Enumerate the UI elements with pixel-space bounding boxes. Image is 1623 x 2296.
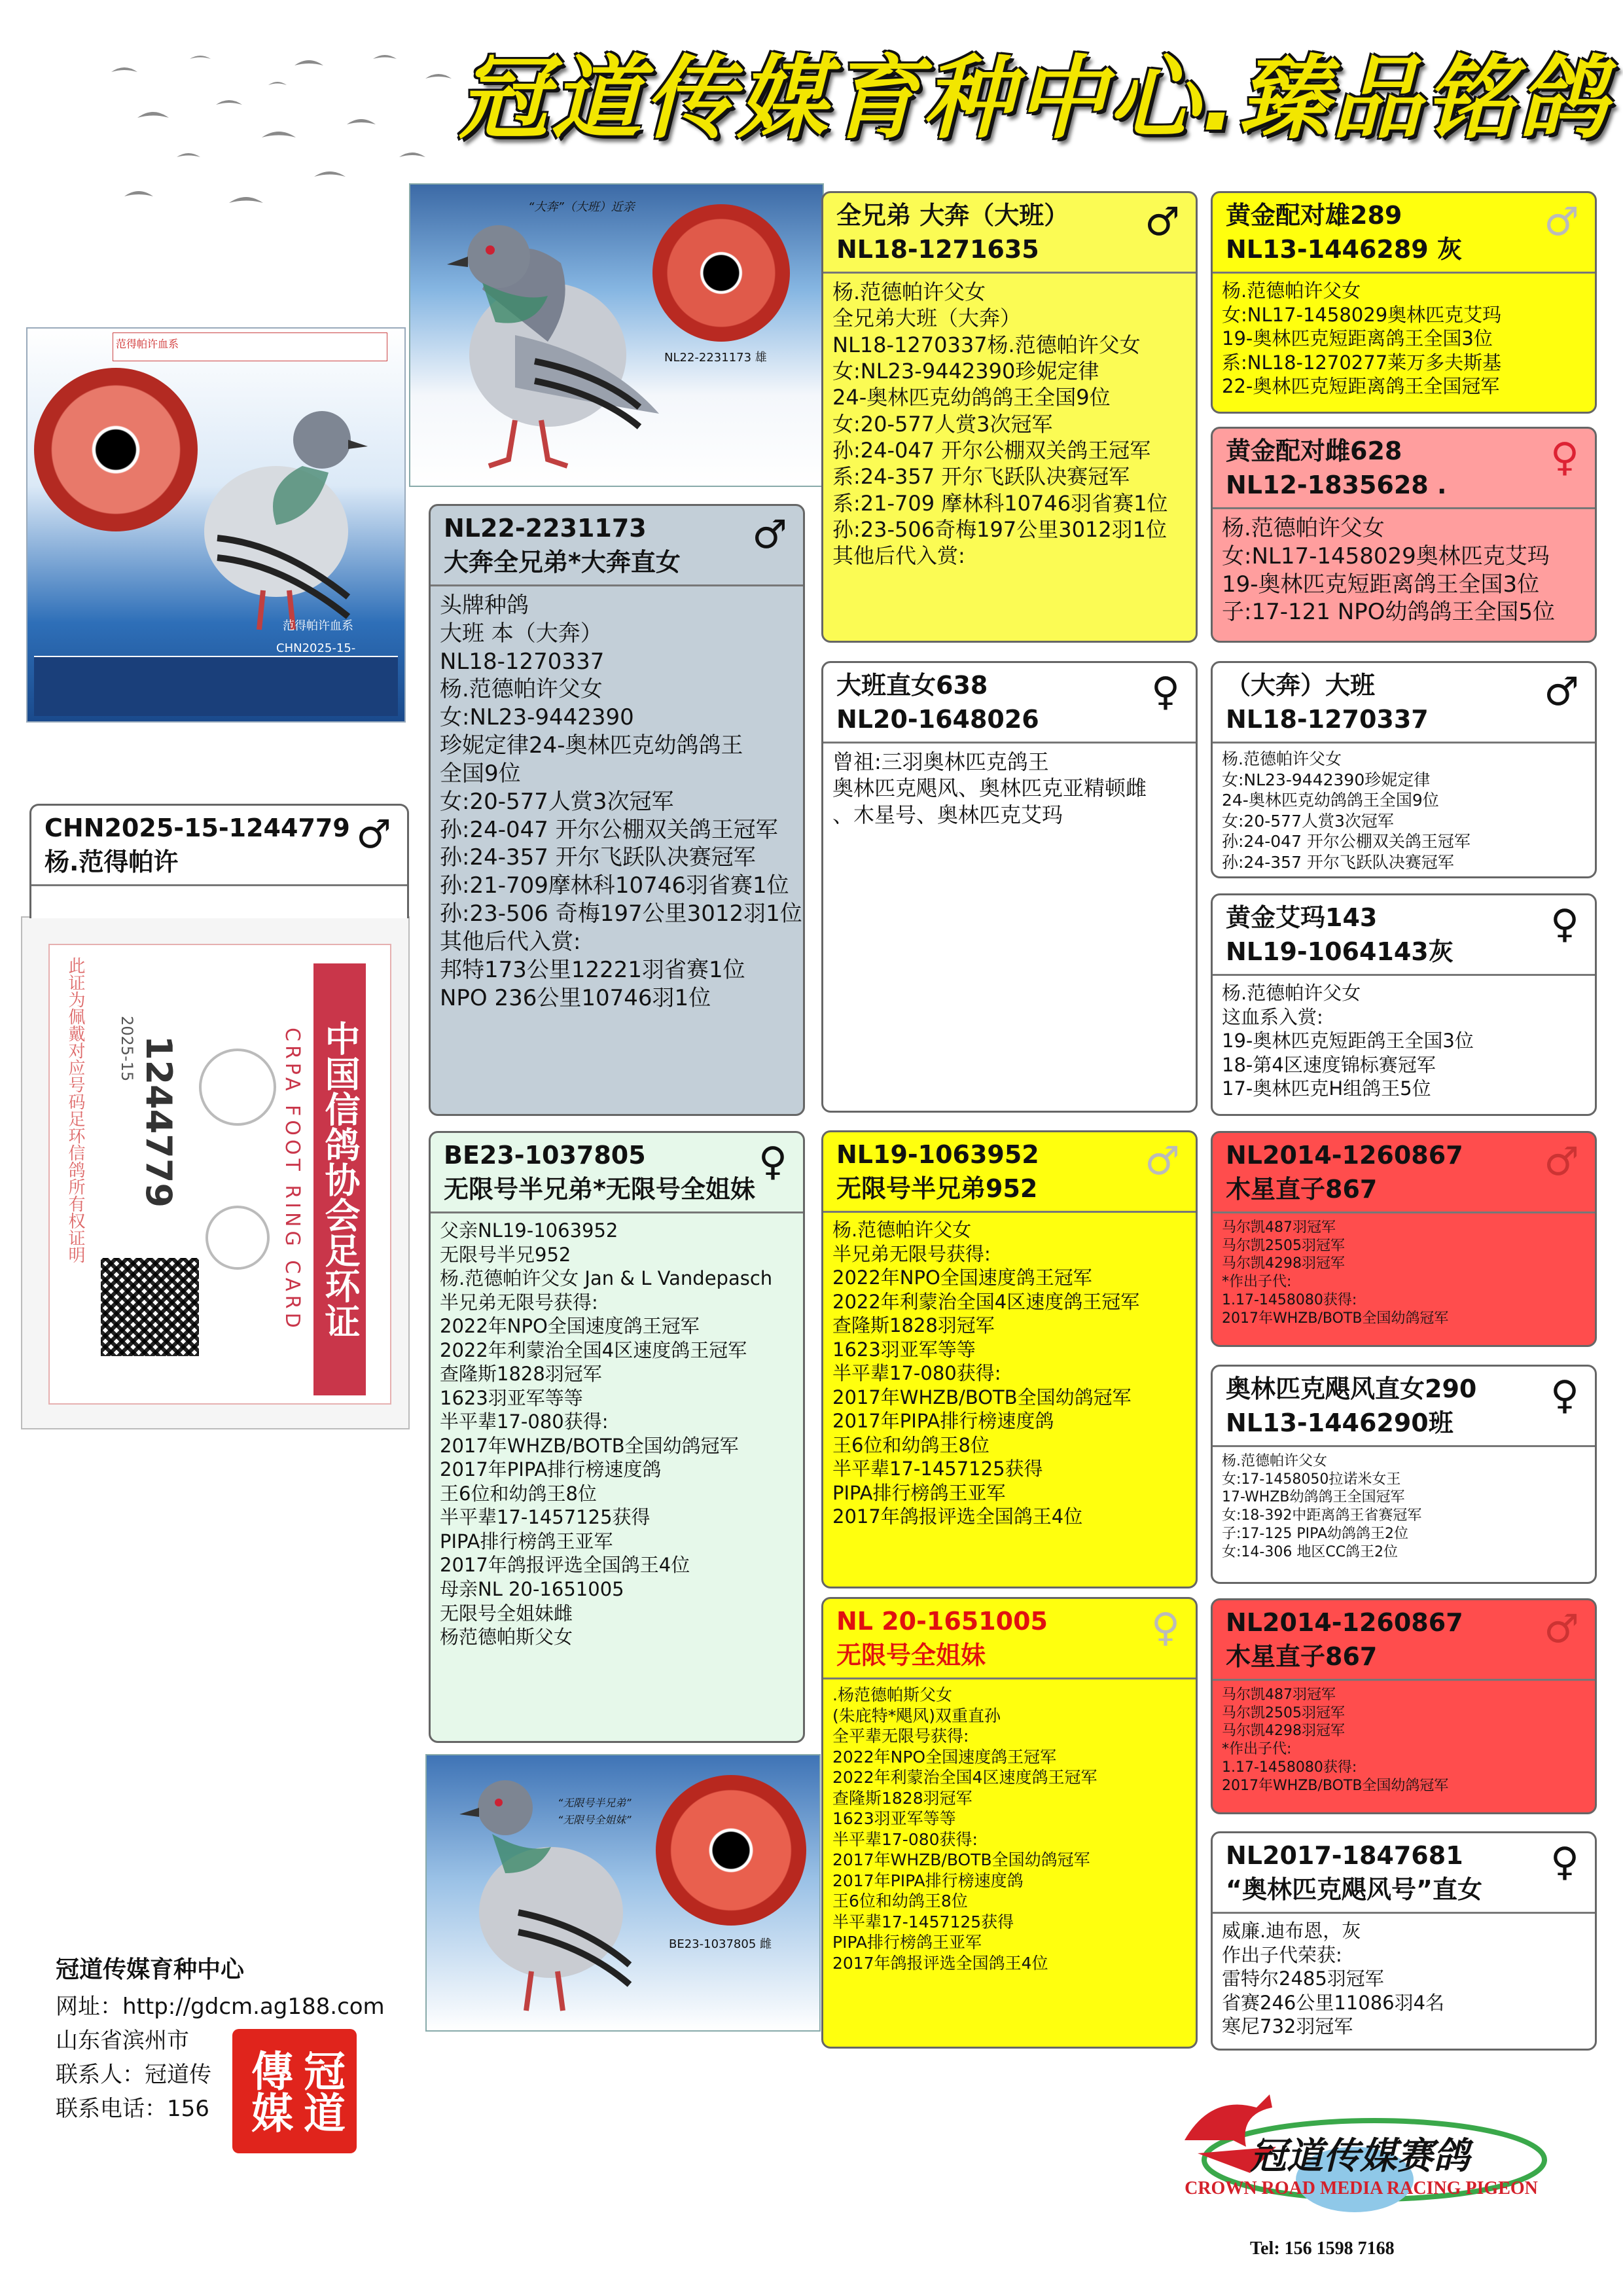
card-name: NL13-1446289 灰 [1226, 235, 1462, 264]
card-line: 头牌种鸽 [440, 592, 529, 619]
card-line: .杨范德帕斯父女 [832, 1685, 952, 1704]
card-line: 19-奥林匹克短距离鸽王全国3位 [1222, 327, 1493, 350]
card-ring: 黄金配对雄289 [1226, 201, 1402, 230]
male-icon: ♂ [1145, 1138, 1180, 1184]
card-line: 半平辈17-080获得: [832, 1829, 978, 1849]
card-line: 2017年WHZB/BOTB全国幼鸽冠军 [1222, 1310, 1449, 1327]
card-name: 木星直子867 [1226, 1175, 1378, 1204]
card-line: 2017年鸽报评选全国鸽王4位 [440, 1554, 690, 1577]
card-ring: （大奔）大班 [1226, 671, 1376, 700]
card-line: 无限号全姐妹雌 [440, 1602, 573, 1624]
card-line: 系:NL18-1270277莱万多夫斯基 [1222, 351, 1502, 374]
card-line: 其他后代入赏: [832, 543, 965, 569]
gg-card-8 [1211, 1831, 1597, 2051]
gg-card-3 [1211, 661, 1597, 878]
card-lines [823, 274, 1196, 574]
dam-sire-card [821, 1130, 1198, 1588]
logo-en: CROWN ROAD MEDIA RACING PIGEON [1185, 2178, 1538, 2198]
card-ring: 大班直女638 [836, 671, 988, 700]
card-lines [1213, 744, 1595, 878]
card-line: *作出子代: [1222, 1741, 1292, 1758]
card-name: 木星直子867 [1226, 1642, 1378, 1671]
male-icon: ♂ [752, 512, 787, 558]
photo-footer-strip [34, 656, 398, 716]
card-line: 系:21-709 摩林科10746羽省赛1位 [832, 490, 1168, 516]
contact-name: 冠道传媒育种中心 [56, 1956, 245, 1983]
card-line: 1623羽亚军等等 [440, 1386, 583, 1409]
card-line: 威廉.迪布恩，灰 [1222, 1920, 1361, 1942]
female-icon: ♀ [1151, 1605, 1180, 1651]
card-line: 2022年NPO全国速度鸽王冠军 [440, 1315, 700, 1338]
card-line: 雷特尔2485羽冠军 [1222, 1967, 1384, 1990]
card-name: 无限号全姐妹 [836, 1641, 986, 1670]
card-line: 马尔凯2505羽冠军 [1222, 1704, 1345, 1721]
card-line: 2017年WHZB/BOTB全国幼鸽冠军 [1222, 1777, 1449, 1794]
card-line: 寒尼732羽冠军 [1222, 2015, 1353, 2038]
ring-card-english: CRPA FOOT RING CARD [281, 1027, 304, 1332]
gg-card-1 [1211, 191, 1597, 414]
card-line: 作出子代荣获: [1222, 1943, 1342, 1966]
card-line: 半平辈17-080获得: [832, 1362, 1001, 1385]
card-line: 女:NL23-9442390珍妮定律 [832, 358, 1099, 384]
card-line: 女:NL17-1458029奥林匹克艾玛 [1222, 303, 1502, 326]
card-ring: BE23-1037805 [444, 1141, 646, 1170]
male-icon: ♂ [1544, 199, 1579, 245]
page-title: 冠道传媒育种中心.臻品铭鸽 [458, 46, 1611, 151]
contact-address: 山东省滨州市 [56, 2028, 189, 2054]
contact-phone: 联系电话：156 [56, 2096, 209, 2122]
subject-ring: CHN2025-15-1244779 [45, 814, 350, 842]
subject-name: 杨.范得帕许 [45, 848, 179, 876]
card-line: 马尔凯4298羽冠军 [1222, 1255, 1345, 1272]
card-line: 19-奥林匹克短距鸽王全国3位 [1222, 1030, 1474, 1052]
card-line: 18-第4区速度锦标赛冠军 [1222, 1053, 1436, 1076]
card-line: 杨.范德帕许父女 [832, 279, 986, 304]
photo-caption-line1: “无限号半兄弟” [558, 1797, 632, 1809]
card-lines [1213, 509, 1595, 632]
contact-site: 网址：http://gdcm.ag188.com [56, 1994, 385, 2020]
sire-card [429, 504, 805, 1116]
card-line: 查隆斯1828羽冠军 [832, 1788, 972, 1808]
card-line: 查隆斯1828羽冠军 [832, 1314, 995, 1337]
card-line: 孙:24-047 开尔公棚双关鸽王冠军 [440, 816, 778, 843]
card-line: 2017年WHZB/BOTB全国幼鸽冠军 [440, 1434, 739, 1457]
card-line: 女:NL17-1458029奥林匹克艾玛 [1222, 543, 1550, 569]
card-line: 杨.范德帕许父女 [1222, 1453, 1327, 1469]
card-line: NL18-1270337 [440, 648, 605, 675]
card-line: 孙:24-047 开尔公棚双关鸽王冠军 [832, 437, 1151, 463]
logo-cn: 冠道传媒赛鸽 [1250, 2135, 1470, 2178]
card-line: 女:20-577人赏3次冠军 [1222, 811, 1394, 831]
qr-code [101, 1258, 199, 1356]
subject-photo [26, 327, 406, 723]
card-name: NL13-1446290班 [1226, 1408, 1454, 1437]
card-line: 杨.范德帕许父女 [440, 676, 603, 703]
card-line: 这血系入赏: [1222, 1005, 1323, 1028]
female-icon: ♀ [1550, 1839, 1579, 1885]
sire-dam-card [821, 661, 1198, 1113]
subject-card [29, 804, 409, 918]
card-line: 杨.范德帕许父女 [1222, 515, 1385, 541]
gg-card-2 [1211, 427, 1597, 643]
card-line: 2022年利蒙治全国4区速度鸽王冠军 [440, 1338, 747, 1361]
gg-card-5 [1211, 1131, 1597, 1347]
card-line: 2022年NPO全国速度鸽王冠军 [832, 1747, 1057, 1767]
card-line: 24-奥林匹克幼鸽鸽王全国9位 [832, 385, 1111, 410]
card-name: NL18-1271635 [836, 235, 1039, 264]
card-line: 女:NL23-9442390珍妮定律 [1222, 770, 1431, 789]
strip-label: 范得帕许血系 [283, 619, 353, 633]
card-line: 半兄弟无限号获得: [832, 1242, 991, 1265]
pigeon-illustration [191, 394, 387, 643]
card-lines [1213, 1447, 1595, 1566]
card-ring: NL22-2231173 [444, 514, 647, 543]
card-name: NL19-1064143灰 [1226, 937, 1454, 966]
card-line: 17-奥林匹克H组鸽王5位 [1222, 1077, 1431, 1100]
card-line: 2022年利蒙治全国4区速度鸽王冠军 [832, 1768, 1097, 1787]
card-name: 大奔全兄弟*大奔直女 [444, 548, 681, 577]
subject-photo-top-label: 范得帕许血系 [113, 332, 387, 361]
female-icon: ♀ [1151, 669, 1180, 715]
card-line: 女:20-577人赏3次冠军 [440, 788, 674, 815]
ring-number: 1244779 [138, 1035, 179, 1208]
card-line: 女:17-1458050拉诺米女王 [1222, 1471, 1401, 1488]
card-line: 马尔凯4298羽冠军 [1222, 1723, 1345, 1740]
card-line: 马尔凯487羽冠军 [1222, 1687, 1336, 1703]
card-ring: NL2014-1260867 [1226, 1141, 1463, 1170]
ring-card-emblem [199, 1049, 276, 1126]
photo-ring-label: CHN2025-15- [276, 641, 356, 655]
card-line: 22-奥林匹克短距离鸽王全国冠军 [1222, 375, 1500, 398]
card-line: 奥林匹克飓风、奥林匹克亚精顿雌 [832, 776, 1147, 801]
card-lines [823, 744, 1196, 833]
eye-closeup [656, 1775, 806, 1926]
male-icon: ♂ [1544, 1606, 1579, 1652]
card-line: 杨.范德帕许父女 [1222, 749, 1342, 768]
card-name: NL20-1648026 [836, 705, 1039, 734]
card-line: 系:24-357 开尔飞跃队决赛冠军 [832, 464, 1130, 490]
card-line: 杨范德帕斯父女 [440, 1626, 573, 1649]
card-line: 孙:24-357 开尔飞跃队决赛冠军 [440, 844, 756, 871]
card-line: NL18-1270337杨.范德帕许父女 [832, 332, 1141, 357]
card-line: 女:NL23-9442390 [440, 704, 634, 731]
card-name: “奥林匹克飓风号”直女 [1226, 1875, 1482, 1904]
card-lines [1213, 1681, 1595, 1800]
card-line: PIPA排行榜鸽王亚军 [440, 1530, 613, 1552]
card-line: 王6位和幼鸽王8位 [832, 1433, 990, 1456]
dam-dam-card [821, 1597, 1198, 2049]
male-icon: ♂ [1544, 1139, 1579, 1185]
card-line: 、木星号、奥林匹克艾玛 [832, 802, 1063, 827]
card-line: 省赛246公里11086羽4名 [1222, 1991, 1445, 2014]
card-line: PIPA排行榜鸽王亚军 [832, 1933, 982, 1952]
female-icon: ♀ [1550, 1372, 1579, 1418]
male-icon: ♂ [1145, 199, 1180, 245]
photo-caption-label: “大奔”（大班）近亲 [528, 200, 635, 214]
card-line: *作出子代: [1222, 1274, 1292, 1291]
card-ring: NL2014-1260867 [1226, 1608, 1463, 1637]
card-line: 母亲NL 20-1651005 [440, 1577, 624, 1600]
ring-card-side-text: 此证为佩戴对应号码足环信鸽所有权证明 [65, 957, 85, 1263]
ring-card-title: 中国信鸽协会足环证 [313, 963, 366, 1395]
card-line: 半平辈17-080获得: [440, 1410, 609, 1433]
card-ring: NL19-1063952 [836, 1140, 1039, 1169]
card-line: 马尔凯2505羽冠军 [1222, 1237, 1345, 1254]
card-lines [1213, 976, 1595, 1106]
card-line: 孙:24-357 开尔飞跃队决赛冠军 [1222, 852, 1454, 872]
pigeon-illustration [437, 204, 672, 479]
card-lines [431, 1213, 803, 1655]
card-line: 全国9位 [440, 760, 521, 787]
card-line: 查隆斯1828羽冠军 [440, 1363, 602, 1386]
card-ring: 黄金艾玛143 [1226, 903, 1378, 932]
card-line: 子:17-125 PIPA幼鸽鸽王2位 [1222, 1525, 1408, 1542]
card-line: 孙:24-047 开尔公棚双关鸽王冠军 [1222, 832, 1471, 851]
card-line: 半兄弟无限号获得: [440, 1291, 598, 1314]
card-line: 杨.范德帕许父女 [832, 1219, 972, 1241]
photo-caption-line2: “无限号全姐妹” [558, 1814, 632, 1826]
photo-caption-id: NL22-2231173 雄 [664, 351, 767, 365]
card-lines [823, 1213, 1196, 1534]
brand-logo [1152, 2081, 1571, 2278]
card-line: 大班 本（大奔） [440, 620, 603, 647]
card-line: 邦特173公里12221羽省赛1位 [440, 956, 745, 983]
card-line: 半平辈17-1457125获得 [832, 1458, 1043, 1480]
female-icon: ♀ [1550, 901, 1579, 947]
card-line: 半平辈17-1457125获得 [832, 1912, 1014, 1931]
card-line: 王6位和幼鸽王8位 [440, 1482, 597, 1505]
card-line: NPO 236公里10746羽1位 [440, 984, 711, 1011]
card-line: 马尔凯487羽冠军 [1222, 1219, 1336, 1236]
card-lines [823, 1679, 1196, 1979]
card-line: 孙:23-506 奇梅197公里3012羽1位 [440, 901, 802, 927]
card-lines [1213, 274, 1595, 404]
dam-card [429, 1131, 805, 1743]
crpa-logo [205, 1206, 270, 1270]
card-line: 19-奥林匹克短距离鸽王全国3位 [1222, 571, 1540, 598]
card-line: 杨.范德帕许父女 [1222, 279, 1361, 302]
card-line: 2022年NPO全国速度鸽王冠军 [832, 1266, 1092, 1289]
dam-photo [425, 1754, 821, 2032]
card-line: 杨.范德帕许父女 [1222, 982, 1361, 1004]
card-line: 孙:23-506奇梅197公里3012羽1位 [832, 516, 1168, 542]
card-line: 1623羽亚军等等 [832, 1338, 976, 1361]
card-line: 半平辈17-1457125获得 [440, 1506, 651, 1529]
seal-stamp: 冠道傳媒 [232, 2029, 357, 2153]
card-line: 17-WHZB幼鸽鸽王全国冠军 [1222, 1489, 1405, 1506]
card-ring: 全兄弟 大奔（大班） [836, 201, 1069, 230]
card-ring: 黄金配对雌628 [1226, 437, 1402, 465]
card-line: 2017年PIPA排行榜速度鸽 [440, 1458, 662, 1481]
card-line: 女:18-392中距离鸽王省赛冠军 [1222, 1507, 1422, 1524]
card-line: 无限号半兄952 [440, 1243, 571, 1266]
card-line: 全兄弟大班（大奔） [832, 306, 1022, 331]
card-name: NL12-1835628 . [1226, 471, 1447, 499]
photo-caption-id: BE23-1037805 雌 [669, 1937, 772, 1951]
card-lines [431, 586, 803, 1017]
card-name: 无限号半兄弟*无限号全姐妹 [444, 1175, 755, 1204]
card-line: 曾祖:三羽奥林匹克鸽王 [832, 749, 1049, 774]
card-line: 珍妮定律24-奥林匹克幼鸽鸽王 [440, 732, 743, 759]
gg-card-6 [1211, 1365, 1597, 1584]
gg-card-4 [1211, 893, 1597, 1116]
female-icon: ♀ [758, 1139, 787, 1185]
card-ring: NL 20-1651005 [836, 1607, 1048, 1636]
card-line: 女:20-577人赏3次冠军 [832, 411, 1053, 437]
ring-card [21, 916, 410, 1429]
card-line: 1.17-1458080获得: [1222, 1291, 1357, 1308]
card-line: 女:14-306 地区CC鸽王2位 [1222, 1543, 1399, 1560]
male-icon: ♂ [356, 812, 391, 857]
logo-tel: Tel: 156 1598 7168 [1250, 2238, 1395, 2259]
card-line: 24-奥林匹克幼鸽鸽王全国9位 [1222, 791, 1439, 810]
gg-card-7 [1211, 1598, 1597, 1814]
sire-sire-card [821, 191, 1198, 643]
eye-closeup [34, 368, 198, 531]
card-line: 王6位和幼鸽王8位 [832, 1892, 968, 1910]
card-line: 2017年鸽报评选全国鸽王4位 [832, 1953, 1048, 1973]
eye-closeup [652, 204, 790, 342]
card-line: PIPA排行榜鸽王亚军 [832, 1481, 1006, 1504]
ring-year: 2025-15 [118, 1016, 136, 1082]
card-lines [1213, 1914, 1595, 2044]
card-line: 全平辈无限号获得: [832, 1727, 969, 1746]
card-line: (朱庇特*飓风)双重直孙 [832, 1706, 1001, 1725]
card-line: 杨.范德帕许父女 Jan & L Vandepasch [440, 1267, 773, 1290]
card-line: 2017年鸽报评选全国鸽王4位 [832, 1505, 1083, 1528]
card-line: 1623羽亚军等等 [832, 1809, 956, 1828]
sire-photo [409, 183, 824, 487]
card-line: 其他后代入赏: [440, 928, 581, 955]
card-line: 2017年WHZB/BOTB全国幼鸽冠军 [832, 1850, 1090, 1869]
card-ring: 奥林匹克飓风直女290 [1226, 1374, 1477, 1403]
card-lines [1213, 1213, 1595, 1333]
card-line: 2017年PIPA排行榜速度鸽 [832, 1871, 1024, 1890]
card-ring: NL2017-1847681 [1226, 1841, 1463, 1870]
card-line: 2017年WHZB/BOTB全国幼鸽冠军 [832, 1386, 1132, 1408]
card-line: 2017年PIPA排行榜速度鸽 [832, 1410, 1054, 1433]
card-line: 父亲NL19-1063952 [440, 1219, 618, 1242]
card-line: 子:17-121 NPO幼鸽鸽王全国5位 [1222, 599, 1556, 626]
card-line: 2022年利蒙治全国4区速度鸽王冠军 [832, 1290, 1140, 1313]
female-icon: ♀ [1550, 435, 1579, 480]
card-line: 孙:21-709摩林科10746羽省赛1位 [440, 872, 789, 899]
contact-person: 联系人：冠道传 [56, 2062, 211, 2088]
card-name: 无限号半兄弟952 [836, 1174, 1038, 1203]
card-line: 1.17-1458080获得: [1222, 1759, 1357, 1776]
card-name: NL18-1270337 [1226, 705, 1429, 734]
male-icon: ♂ [1544, 669, 1579, 715]
